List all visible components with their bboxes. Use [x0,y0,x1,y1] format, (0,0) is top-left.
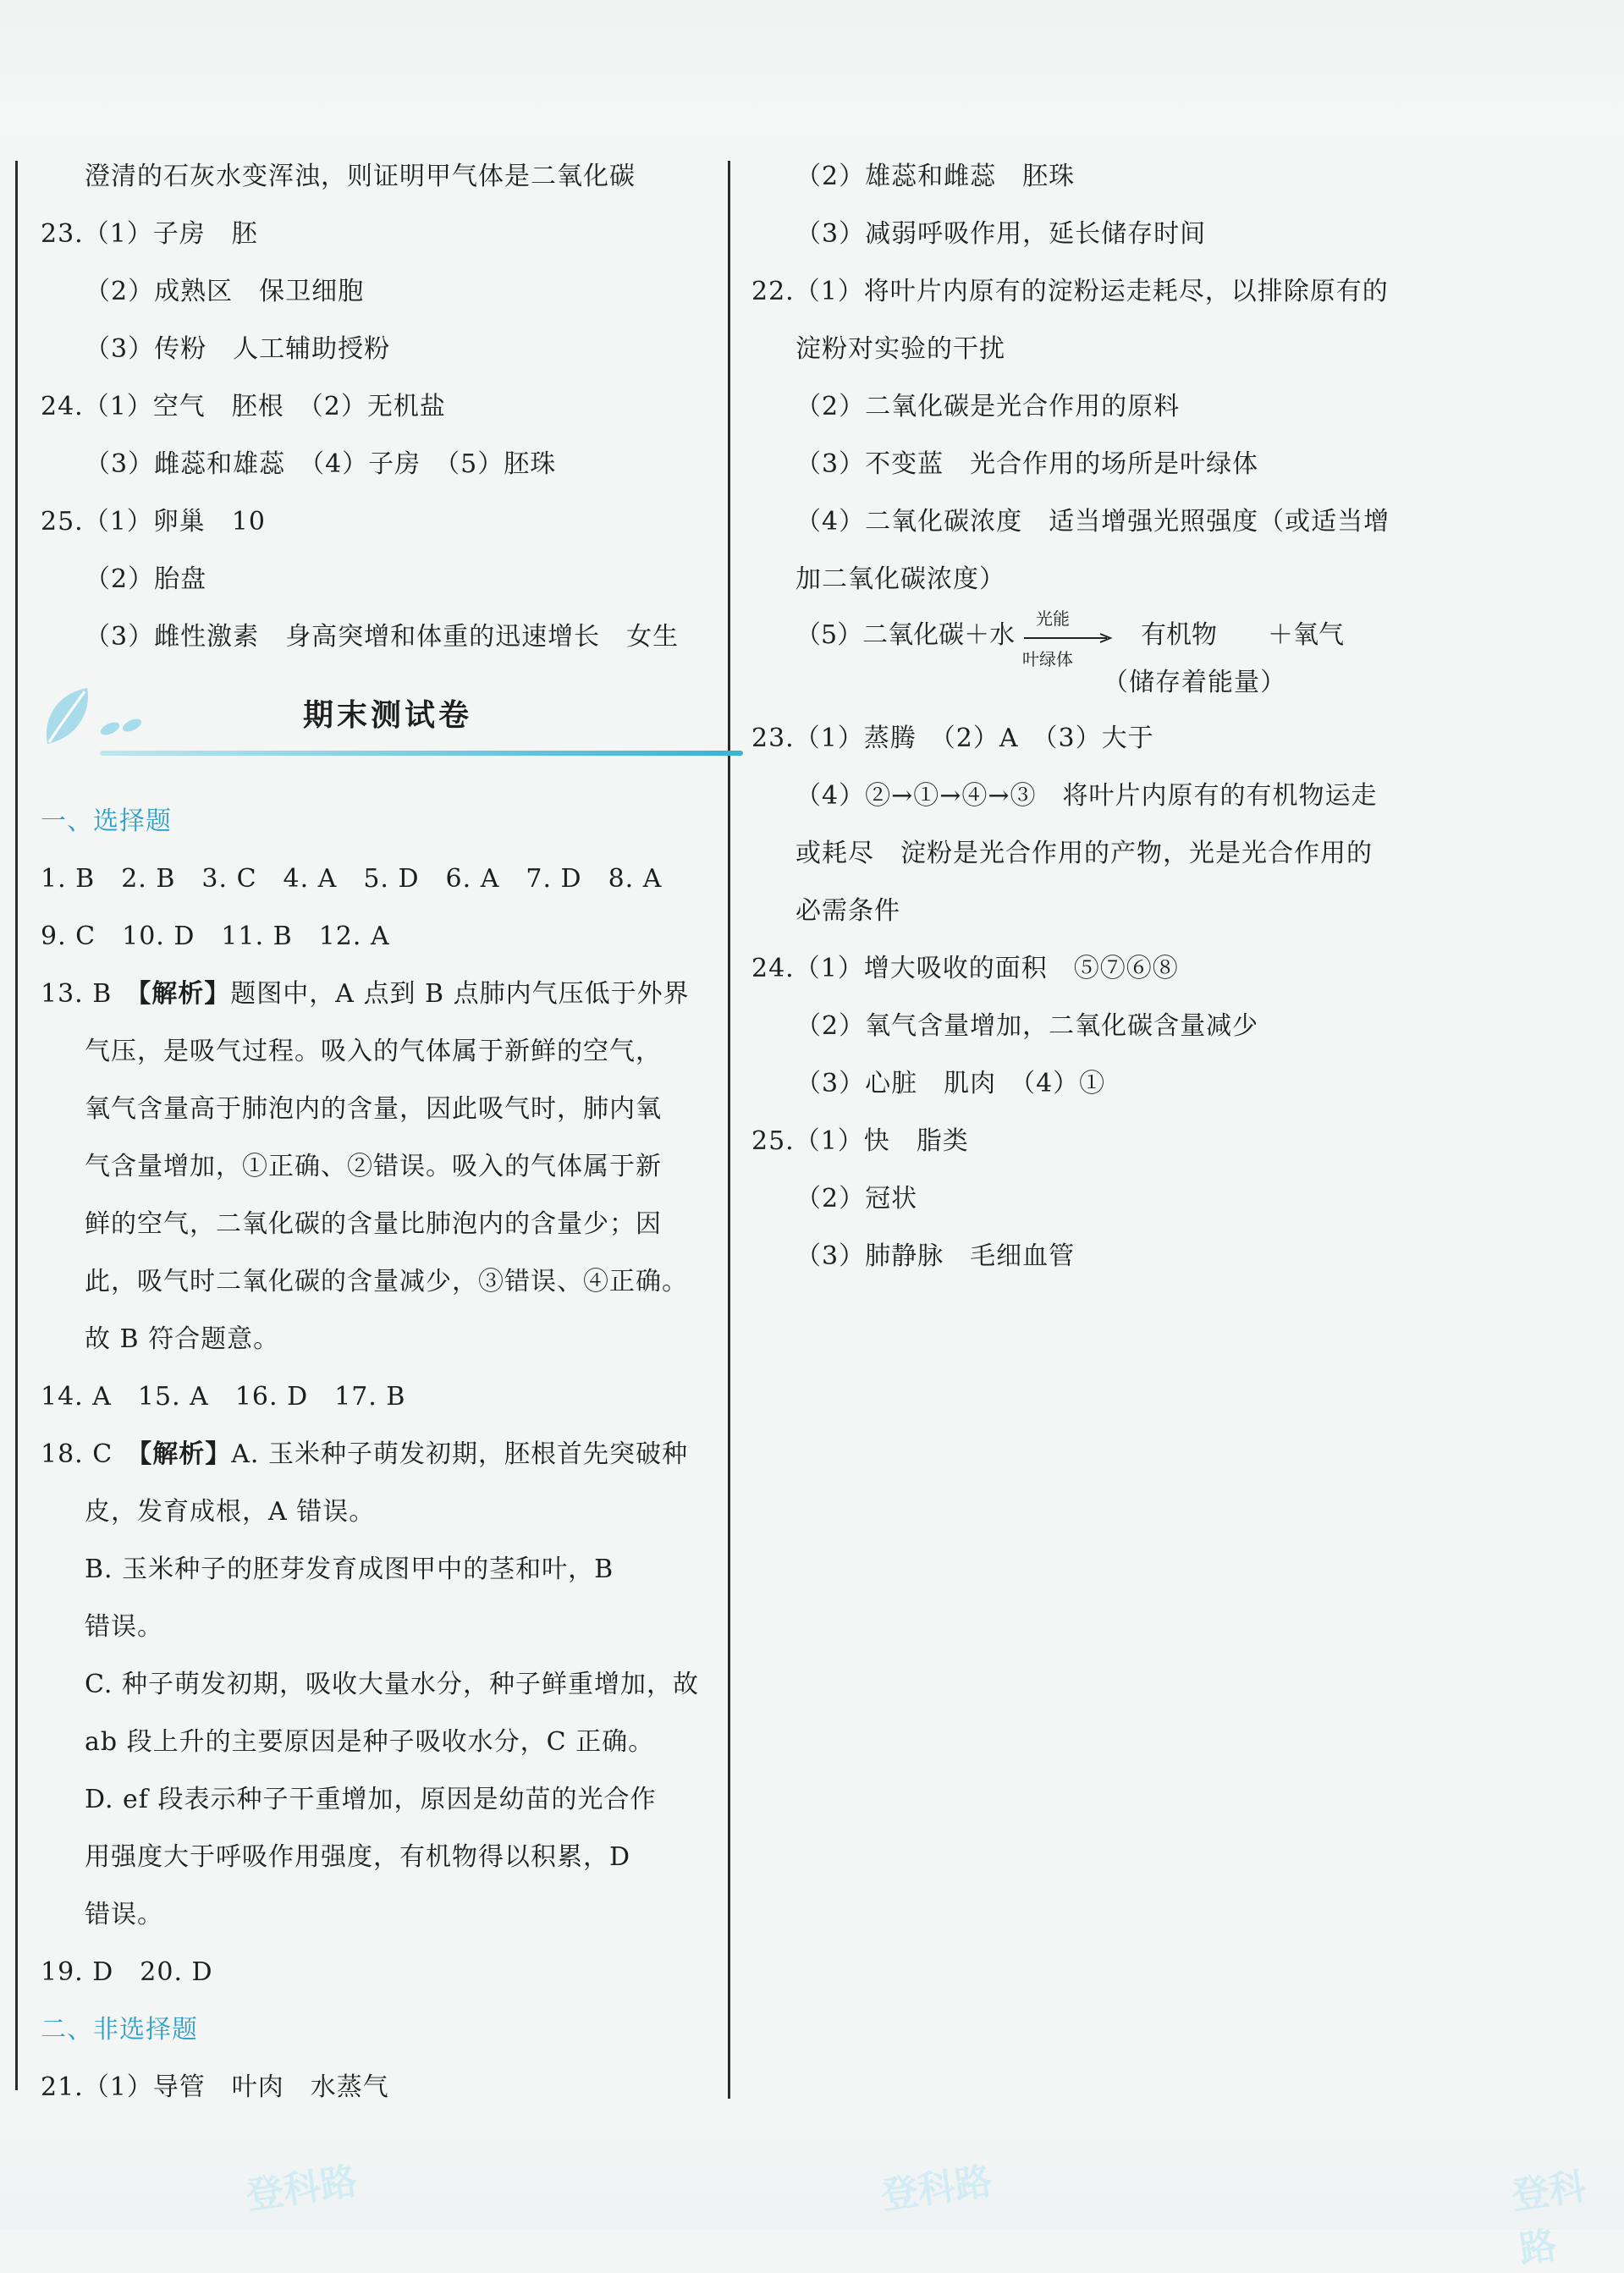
answer-line: 22.（1）将叶片内原有的淀粉运走耗尽，以排除原有的 [751,277,1389,306]
answer-line: （2）雄蕊和雌蕊 胚珠 [795,162,1076,191]
answer-line: 21.（1）导管 叶肉 水蒸气 [41,2072,389,2102]
answer-line: C. 种子萌发初期，吸收大量水分，种子鲜重增加，故 [85,1670,699,1699]
answer-line: 24.（1）增大吸收的面积 ⑤⑦⑥⑧ [751,954,1179,983]
test-header [41,666,718,793]
answer-line: （2）胎盘 [85,564,207,594]
answer-line: （3）肺静脉 毛细血管 [795,1241,1076,1271]
answer-line [41,1426,718,1483]
right-column [751,148,1429,1285]
answer-line: 气压，是吸气过程。吸入的气体属于新鲜的空气， [85,1037,662,1066]
answer-line: 故 B 符合题意。 [85,1324,280,1354]
answer-line: （4）②→①→④→③ 将叶片内原有的有机物运走 [795,781,1378,811]
answer-line: （3）雌蕊和雄蕊 （4）子房 （5）胚珠 [85,449,557,479]
question-number: 13. B [41,979,139,1009]
answer-line: （3）心脏 肌肉 （4）① [795,1069,1106,1098]
answer-line: 14. A 15. A 16. D 17. B [41,1382,406,1412]
equation-note: （储存着能量） [1103,668,1286,697]
answer-line: 9. C 10. D 11. B 12. A [41,922,390,951]
analysis-label: 【解析】 [138,979,231,1009]
analysis-label: 【解析】 [139,1439,232,1469]
section-heading-choice: 一、选择题 [41,806,172,836]
answer-line: （2）冠状 [795,1184,918,1214]
equation-reactants: （5）二氧化碳＋水 [795,620,1016,650]
answer-line: （2）氧气含量增加，二氧化碳含量减少 [795,1011,1259,1041]
answer-line: 澄清的石灰水变浑浊，则证明甲气体是二氧化碳 [85,162,636,191]
answer-line: （2）成熟区 保卫细胞 [85,277,365,306]
answer-line: （2）二氧化碳是光合作用的原料 [795,392,1181,421]
answer-line: 错误。 [85,1900,163,1929]
answer-line: （3）不变蓝 光合作用的场所是叶绿体 [795,449,1259,479]
analysis-text: 题图中，A 点到 B 点肺内气压低于外界 [230,979,690,1009]
answer-line: 25.（1）卵巢 10 [41,507,266,537]
answer-line: （4）二氧化碳浓度 适当增强光照强度（或适当增 [795,507,1390,537]
answer-line: 用强度大于呼吸作用强度，有机物得以积累，D [85,1842,631,1872]
section-heading-nonchoice: 二、非选择题 [41,2015,198,2045]
answer-line: 气含量增加，①正确、②错误。吸入的气体属于新 [85,1152,662,1181]
answer-line: （3）传粉 人工辅助授粉 [85,334,391,364]
analysis-text: A. 玉米种子萌发初期，胚根首先突破种 [231,1439,688,1469]
equation-condition-light: 光能 [1036,608,1070,629]
watermark-logo: 登科路 [878,2160,995,2218]
answer-line [41,966,718,1023]
answer-line: 19. D 20. D [41,1957,213,1987]
answer-line: 鲜的空气，二氧化碳的含量比肺泡内的含量少；因 [85,1209,662,1239]
answer-line: 此，吸气时二氧化碳的含量减少，③错误、④正确。 [85,1267,688,1296]
answer-line: （3）减弱呼吸作用，延长储存时间 [795,219,1207,249]
answer-line: D. ef 段表示种子干重增加，原因是幼苗的光合作 [85,1785,657,1814]
title-underline [100,751,743,756]
answer-line: 淀粉对实验的干扰 [795,334,1005,364]
answer-line: （3）雌性激素 身高突增和体重的迅速增长 女生 [85,622,680,652]
answer-line: ab 段上升的主要原因是种子吸收水分，C 正确。 [85,1727,655,1757]
equation-products: 有机物 ＋氧气 [1141,620,1344,650]
equation-condition-chloroplast: 叶绿体 [1022,649,1073,669]
answer-line: 错误。 [85,1612,163,1642]
watermark-logo: 登科路 [1509,2165,1589,2272]
answer-line: 1. B 2. B 3. C 4. A 5. D 6. A 7. D 8. A [41,864,663,894]
column-divider [728,161,730,2099]
answer-line: 23.（1）子房 胚 [41,219,258,249]
left-column [41,148,718,2116]
watermark-logo: 登科路 [243,2160,361,2218]
answer-line: B. 玉米种子的胚芽发育成图甲中的茎和叶，B [85,1555,614,1584]
question-number: 18. C [41,1439,140,1469]
answer-line: 皮，发育成根，A 错误。 [85,1497,376,1527]
answer-line: 必需条件 [795,896,900,926]
answer-line: 加二氧化碳浓度） [795,564,1005,594]
footer-band [0,2141,1624,2272]
answer-line: 25.（1）快 脂类 [751,1126,969,1156]
answer-line: 氧气含量高于肺泡内的含量，因此吸气时，肺内氧 [85,1094,662,1124]
answer-line: 23.（1）蒸腾 （2）A （3）大于 [751,724,1154,753]
leaf-icon [41,685,159,752]
photosynthesis-equation [751,608,1429,710]
answer-line: 或耗尽 淀粉是光合作用的产物，光是光合作用的 [795,839,1373,868]
answer-line: 24.（1）空气 胚根 （2）无机盐 [41,392,446,421]
left-margin-rule [15,161,18,2090]
test-title: 期末测试卷 [303,698,473,733]
